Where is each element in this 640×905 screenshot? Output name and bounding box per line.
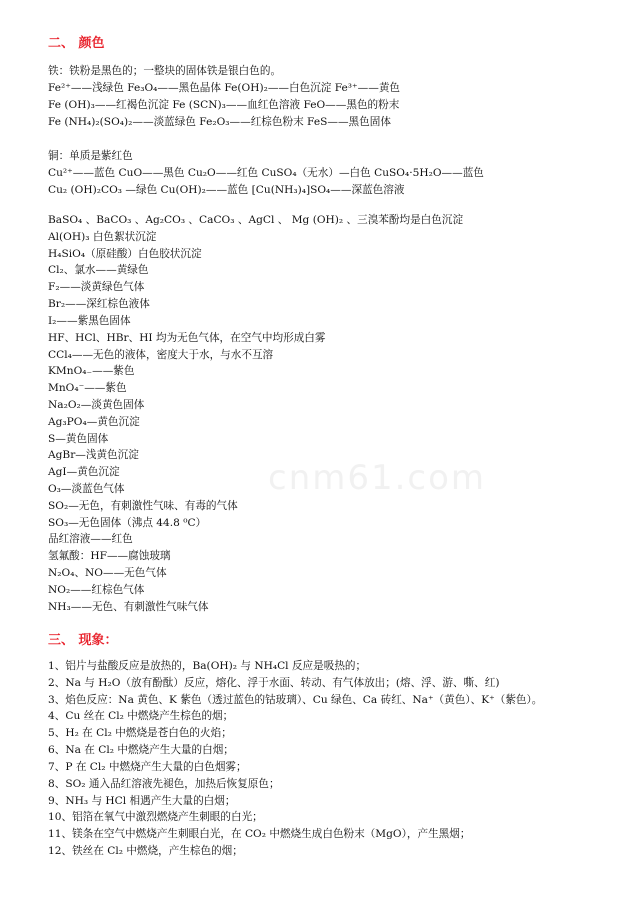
list-item: 2、Na 与 H₂O（放有酚酞）反应，熔化、浮于水面、转动、有气体放出；(熔、浮、游、嘶、红) (48, 676, 500, 689)
list-item: O₃—淡蓝色气体 (48, 483, 125, 495)
list-item: 氢氟酸：HF——腐蚀玻璃 (48, 550, 171, 563)
list-item: KMnO₄₋——紫色 (48, 365, 135, 378)
list-item: Al(OH)₃ 白色絮状沉淀 (48, 230, 157, 243)
text-line: Fe (OH)₃——红褐色沉淀 Fe (SCN)₃——血红色溶液 FeO——黑色的粉末 (48, 99, 400, 111)
list-item: H₄SiO₄（原硅酸）白色胶状沉淀 (48, 247, 202, 260)
list-item: BaSO₄ 、BaCO₃ 、Ag₂CO₃ 、CaCO₃ 、AgCl 、 Mg (OH)₂ 、三溴苯酚均是白色沉淀 (48, 214, 464, 226)
list-item: NO₂——红棕色气体 (48, 583, 145, 596)
list-item: I₂——紫黑色固体 (48, 314, 131, 327)
other-colors-list (48, 212, 463, 616)
text-line: Cu₂ (OH)₂CO₃ —绿色 Cu(OH)₂——蓝色 [Cu(NH₃)₄]SO₄——深蓝色溶液 (48, 184, 405, 196)
list-item: Ag₃PO₄—黄色沉淀 (48, 415, 140, 428)
watermark: cnm61.com (268, 458, 487, 498)
list-item: AgBr—浅黄色沉淀 (48, 449, 139, 462)
list-item: 8、SO₂ 通入品红溶液先褪色，加热后恢复原色； (48, 777, 280, 790)
list-item: Cl₂、氯水——黄绿色 (48, 264, 149, 277)
text-line: Fe²⁺——浅绿色 Fe₃O₄——黑色晶体 Fe(OH)₂——白色沉淀 Fe³⁺——黄色 (48, 82, 401, 94)
list-item: HF、HCl、HBr、HI 均为无色气体，在空气中均形成白雾 (48, 331, 326, 344)
text-line: 铁：铁粉是黑色的；一整块的固体铁是银白色的。 (48, 65, 282, 77)
list-item: 5、H₂ 在 Cl₂ 中燃烧是苍白色的火焰； (48, 727, 232, 740)
list-item: AgI—黄色沉淀 (48, 466, 120, 479)
section-heading-colors: 二、 颜色 (48, 36, 105, 51)
text-line: 铜：单质是紫红色 (48, 150, 133, 162)
list-item: 12、铁丝在 Cl₂ 中燃烧，产生棕色的烟； (48, 844, 243, 857)
list-item: N₂O₄、NO——无色气体 (48, 567, 167, 580)
phenomena-list (48, 658, 542, 860)
list-item: MnO₄⁻——紫色 (48, 382, 127, 395)
list-item: SO₃—无色固体（沸点 44.8 ⁰C） (48, 516, 207, 529)
list-item: 11、镁条在空气中燃烧产生刺眼白光，在 CO₂ 中燃烧生成白色粉末（MgO），产生黑烟； (48, 828, 471, 841)
list-item: 3、焰色反应：Na 黄色、K 紫色（透过蓝色的钴玻璃）、Cu 绿色、Ca 砖红、Na⁺（黄色）、K⁺（紫色）。 (48, 693, 543, 706)
list-item: 7、P 在 Cl₂ 中燃烧产生大量的白色烟雾； (48, 760, 247, 773)
list-item: 10、铝箔在氧气中激烈燃烧产生刺眼的白光； (48, 811, 263, 824)
list-item: NH₃——无色、有刺激性气味气体 (48, 600, 209, 613)
list-item: 6、Na 在 Cl₂ 中燃烧产生大量的白烟； (48, 744, 234, 757)
list-item: CCl₄——无色的液体，密度大于水，与水不互溶 (48, 348, 274, 361)
section-heading-phenomena: 三、 现象： (48, 633, 118, 648)
list-item: 品红溶液——红色 (48, 533, 133, 546)
list-item: Br₂——深红棕色液体 (48, 298, 150, 311)
list-item: SO₂—无色，有刺激性气味、有毒的气体 (48, 499, 238, 512)
text-line: Fe (NH₄)₂(SO₄)₂——淡蓝绿色 Fe₂O₃——红棕色粉末 FeS——黑色固体 (48, 116, 391, 128)
text-line: Cu²⁺——蓝色 CuO——黑色 Cu₂O——红色 CuSO₄（无水）—白色 CuSO₄·5H₂O——蓝色 (48, 167, 484, 179)
list-item: 9、NH₃ 与 HCl 相遇产生大量的白烟； (48, 794, 236, 807)
list-item: F₂——淡黄绿色气体 (48, 281, 145, 294)
list-item: Na₂O₂—淡黄色固体 (48, 398, 145, 411)
list-item: S—黄色固体 (48, 432, 109, 445)
list-item: 4、Cu 丝在 Cl₂ 中燃烧产生棕色的烟； (48, 710, 234, 723)
list-item: 1、铝片与盐酸反应是放热的，Ba(OH)₂ 与 NH₄Cl 反应是吸热的； (48, 660, 367, 672)
